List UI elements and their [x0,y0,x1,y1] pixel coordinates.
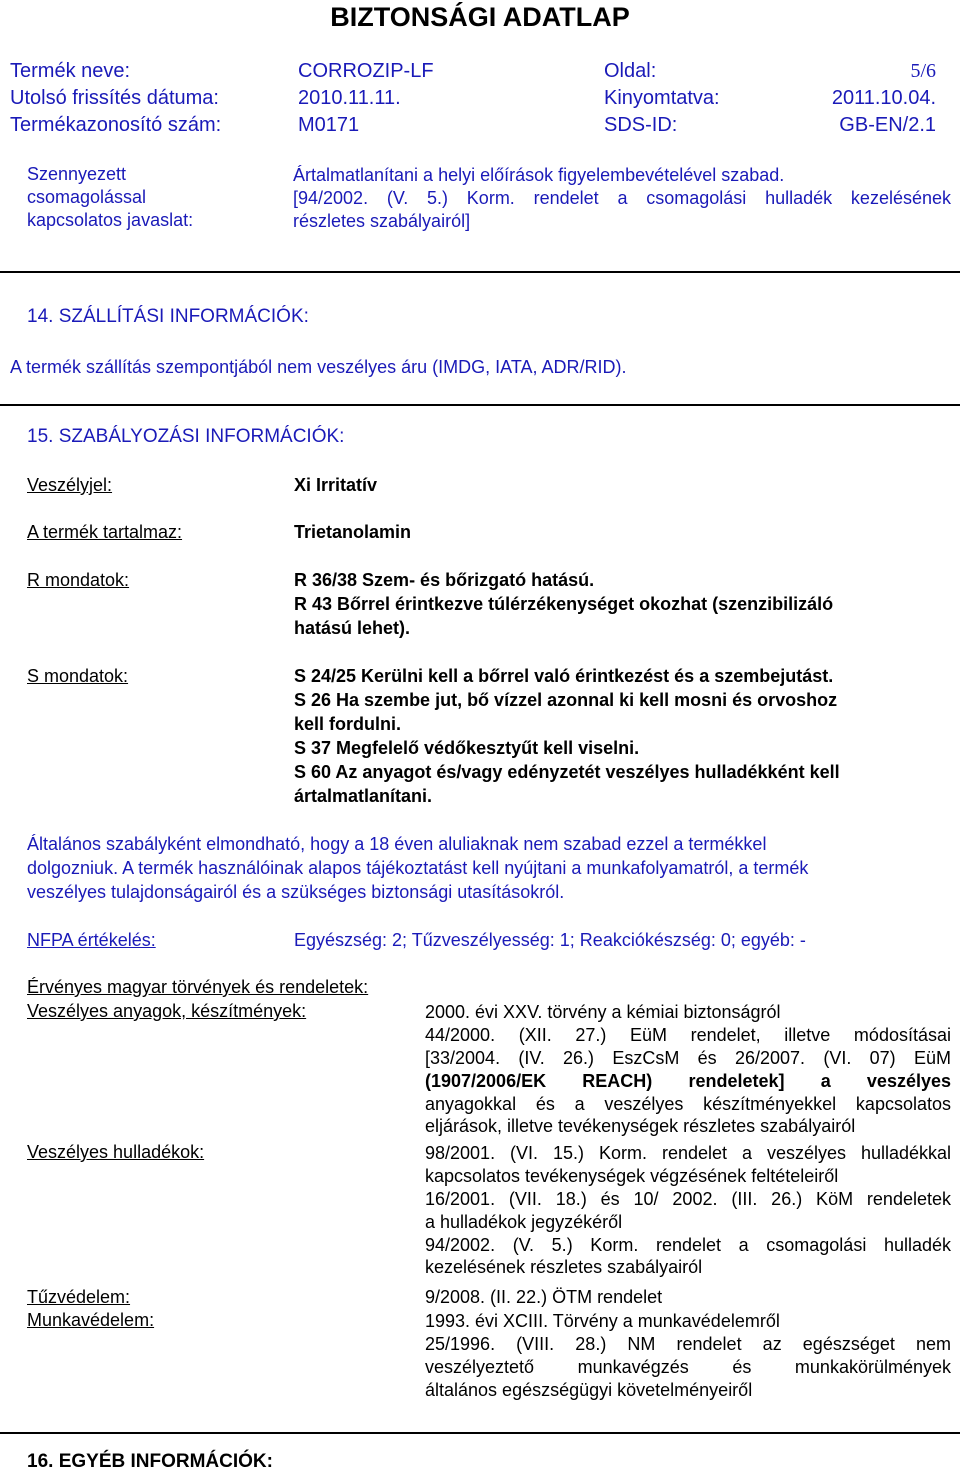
fire-protection-label: Tűzvédelem: [27,1287,131,1307]
updated-value: 2010.11.11. [298,87,401,109]
s-phrases-label: S mondatok: [27,666,129,686]
section-14-heading: 14. SZÁLLÍTÁSI INFORMÁCIÓK: [27,306,309,327]
packaging-text-line: Ártalmatlanítani a helyi előírások figyelembevételével szabad. [293,165,785,185]
updated-label: Utolsó frissítés dátuma: [10,87,219,109]
waste-line: a hulladékok jegyzékéről [425,1211,623,1232]
reach-reference: (1907/2006/EK REACH) rendeletek] a veszélyes [425,1070,951,1091]
fire-protection-value: 9/2008. (II. 22.) ÖTM rendelet [425,1287,663,1307]
work-safety-label: Munkavédelem: [27,1310,155,1330]
hazmat-line [425,1070,951,1093]
section-14-text: A termék szállítás szempontjából nem veszélyes áru (IMDG, IATA, ADR/RID). [10,357,627,377]
packaging-text-line: [94/2002. (V. 5.) Korm. rendelet a csomagolási hulladék kezelésének [293,187,951,208]
page-value: 5/6 [910,60,936,82]
work-safety-line: általános egészségügyi követelményeiről [425,1379,753,1400]
divider [0,1432,960,1434]
packaging-label-line: Szennyezett [27,164,127,184]
waste-label: Veszélyes hulladékok: [27,1142,205,1162]
hazmat-line: 2000. évi XXV. törvény a kémiai biztonságról [425,1002,781,1022]
packaging-label-line: kapcsolatos javaslat: [27,210,194,230]
r-phrases-label: R mondatok: [27,570,130,590]
waste-text [425,1142,951,1279]
r-phrase-line: R 43 Bőrrel érintkezve túlérzékenységet okozhat (szenzibilizáló [294,594,834,614]
s-phrase-line: S 60 Az anyagot és/vagy edényzetét veszélyes hulladékként kell [294,762,840,782]
waste-line: 94/2002. (V. 5.) Korm. rendelet a csomagolási hulladék [425,1234,951,1255]
laws-heading: Érvényes magyar törvények és rendeletek: [27,977,369,997]
sds-id-label: SDS-ID: [604,114,678,136]
hazmat-line: [33/2004. (IV. 26.) EszCsM és 26/2007. (VI. 07) EüM [425,1047,951,1068]
nfpa-value: Egyészség: 2; Tűzveszélyesség: 1; Reakciókészség: 0; egyéb: - [294,930,806,950]
s-phrase-line: ártalmatlanítani. [294,786,433,806]
hazmat-line: anyagokkal és a veszélyes készítményekkel kapcsolatos [425,1093,951,1114]
s-phrase-line: S 26 Ha szembe jut, bő vízzel azonnal ki kell mosni és orvoshoz [294,690,838,710]
packaging-text [293,164,951,233]
hazmat-line: eljárások, illetve tevékenységek részletes szabályairól [425,1116,856,1137]
sds-id-value: GB-EN/2.1 [839,114,936,136]
general-text-line: veszélyes tulajdonságairól és a szükséges biztonsági utasításokról. [27,882,565,902]
work-safety-text [425,1310,951,1402]
s-phrase-line: S 24/25 Kerülni kell a bőrrel való érintkezést és a szembejutást. [294,666,834,686]
product-name-label: Termék neve: [10,60,131,82]
waste-line: kezelésének részletes szabályairól [425,1257,703,1278]
hazmat-line: 44/2000. (XII. 27.) EüM rendelet, illetve módosításai [425,1024,951,1045]
product-name-value: CORROZIP-LF [298,60,434,82]
contains-label: A termék tartalmaz: [27,522,183,542]
page-label: Oldal: [604,60,657,82]
hazard-symbol-value: Xi Irritatív [294,475,378,495]
divider [0,404,960,406]
hazmat-label: Veszélyes anyagok, készítmények: [27,1001,307,1021]
waste-line: kapcsolatos tevékenységek végzésének feltételeiről [425,1165,839,1186]
work-safety-line: 1993. évi XCIII. Törvény a munkavédelemről [425,1311,780,1331]
packaging-label-line: csomagolással [27,187,147,207]
product-code-value: M0171 [298,114,360,136]
general-text-line: dolgozniuk. A termék használóinak alapos tájékoztatást kell nyújtani a munkafolyamatról, a termék [27,858,809,878]
section-16-heading: 16. EGYÉB INFORMÁCIÓK: [27,1451,273,1472]
waste-line: 16/2001. (VII. 18.) és 10/ 2002. (III. 26.) KöM rendeletek [425,1188,951,1209]
r-phrase-line: hatású lehet). [294,618,411,638]
work-safety-line: 25/1996. (VIII. 28.) NM rendelet az egészséget nem [425,1333,951,1354]
contains-value: Trietanolamin [294,522,412,542]
product-code-label: Termékazonosító szám: [10,114,222,136]
nfpa-label: NFPA értékelés: [27,930,156,950]
hazmat-text [425,1001,951,1138]
waste-line: 98/2001. (VI. 15.) Korm. rendelet a veszélyes hulladékkal [425,1143,951,1163]
r-phrase-line: R 36/38 Szem- és bőrizgató hatású. [294,570,595,590]
section-15-heading: 15. SZABÁLYOZÁSI INFORMÁCIÓK: [27,426,345,447]
document-title: BIZTONSÁGI ADATLAP [330,2,630,32]
s-phrase-line: S 37 Megfelelő védőkesztyűt kell viselni. [294,738,640,758]
general-text-line: Általános szabályként elmondható, hogy a 18 éven aluliaknak nem szabad ezzel a termékkel [27,834,767,854]
printed-label: Kinyomtatva: [604,87,720,109]
s-phrase-line: kell fordulni. [294,714,402,734]
hazard-symbol-label: Veszélyjel: [27,475,113,495]
printed-value: 2011.10.04. [831,87,936,109]
packaging-text-line: részletes szabályairól] [293,210,471,231]
work-safety-line: veszélyeztető munkavégzés és munkakörülmények [425,1356,951,1377]
divider [0,271,960,273]
